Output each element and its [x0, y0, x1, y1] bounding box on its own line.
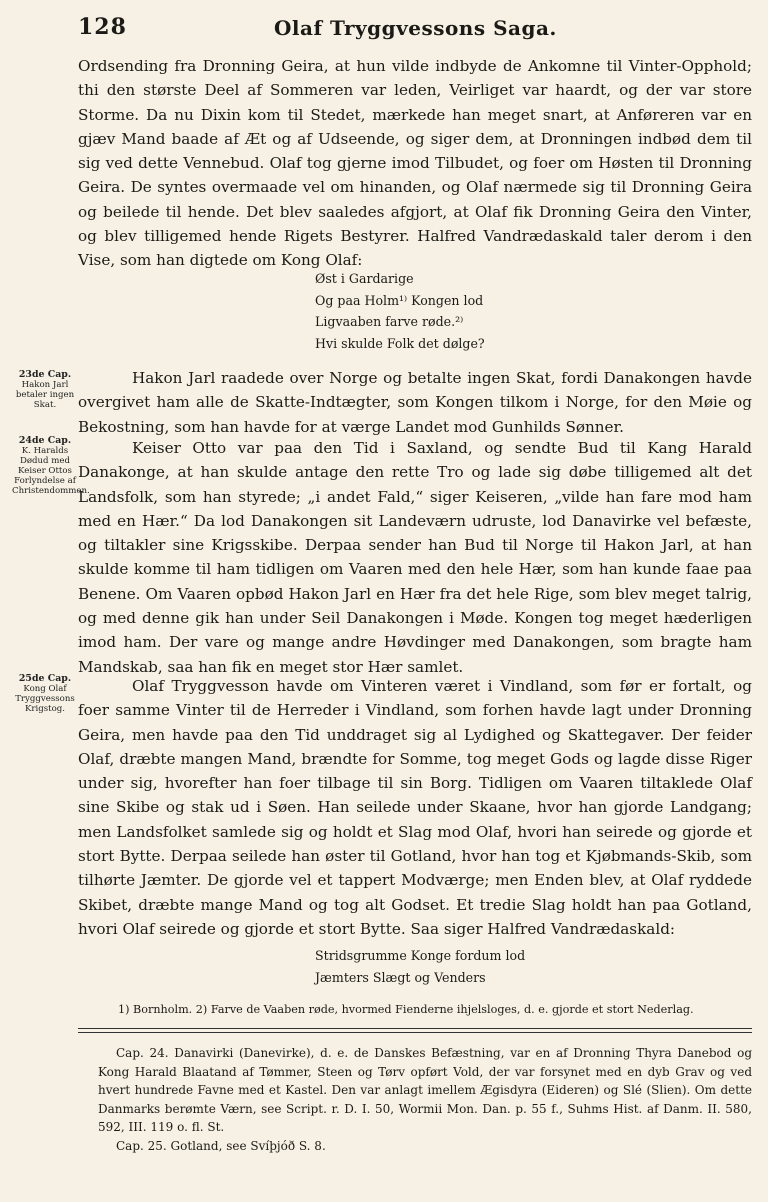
endnote-chapter-24: Cap. 24. Danavirki (Danevirke), d. e. de Danskes Befæstning, var en af Dronning Thyra Danebod og Kong Harald Blaatand af Tømmer, Steen og Tørv opført Vold, der var forsynet med en dyb Grav og ved hvert hundrede Favne med et Kastel. Den var anlagt imellem Ægisdyra (Eideren) og Slé (Slien). Om dette Danmarks berømte Værn, see Script. r. D. I. 50, Wormii Mon. Dan. p. 55 f., Suhms Hist. af Danm. II. 580, 592, III. 119 o. fl. St. [98, 1046, 752, 1134]
verse-1 [315, 268, 485, 354]
margin-note-chapter-25 [12, 674, 78, 714]
margin-note-heading: 23de Cap. [18, 369, 72, 380]
chapter-25-text: Olaf Tryggvesson havde om Vinteren været i Vindland, som før er fortalt, og foer samme Vinter til de Herreder i Vindland, som forhen havde lagt under Dronning Geira, men havde paa den Tid unddraget sig al Lydighed og Skattegaver. Der feider Olaf, dræbte mangen Mand, brændte for Somme, tog meget Gods og lagde disse Riger under sig, hvorefter han foer tilbage til sin Borg. Tidligen om Vaaren tiltaklede Olaf sine Skibe og stak ud i Søen. Han seilede under Skaane, hvor han gjorde Landgang; men Landsfolket samlede sig og holdt et Slag mod Olaf, hvori han seirede og gjorde et stort Bytte. Derpaa seilede han øster til Gotland, hvor han tog et Kjøbmands-Skib, som tilhørte Jæmter. De gjorde vel et tappert Modværge; men Enden blev, at Olaf ryddede Skibet, dræbte mange Mand og tog alt Godset. Et tredie Slag holdt han paa Gotland, hvori Olaf seirede og gjorde et stort Bytte. Saa siger Halfred Vandrædaskald: [78, 677, 752, 938]
verse-line: Jæmters Slægt og Venders [315, 969, 486, 985]
margin-note-summary: Kong Olaf Tryggvessons Krigstog. [15, 684, 75, 714]
running-title: Olaf Tryggvessons Saga. [274, 16, 557, 40]
margin-note-chapter-23 [12, 370, 78, 410]
divider-rule [78, 1028, 752, 1029]
margin-note-heading: 24de Cap. [18, 435, 72, 446]
divider-rule [78, 1032, 752, 1033]
verse-line: Øst i Gardarige [315, 271, 414, 286]
margin-note-chapter-24 [12, 435, 90, 496]
verse-line: Og paa Holm¹⁾ Kongen lod [315, 292, 484, 308]
page-header [78, 14, 750, 48]
chapter-24-text: Keiser Otto var paa den Tid i Saxland, og sendte Bud til Kang Harald Danakonge, at han skulde antage den rette Tro og lade sig døbe tilligemed alt det Landsfolk, som han styrede; „i andet Fald,“ siger Keiseren, „vilde han fare mod ham med en Hær.“ Da lod Danakongen sit Landeværn udruste, lod Danavirke vel befæste, og tiltakler sine Krigsskibe. Derpaa sender han Bud til Norge til Hakon Jarl, at han skulde komme til ham tidligen om Vaaren med den hele Hær, som han kunde faae paa Benene. Om Vaaren opbød Hakon Jarl en Hær fra det hele Rige, som blev meget talrig, og med denne gik han under Seil Danakongen i Møde. Kongen tog meget hæderligen imod ham. Der vare og mange andre Høvdinger med Danakongen, som bragte ham Mandskab, saa han fik en meget stor Hær samlet. [78, 439, 752, 676]
page-number: 128 [78, 14, 127, 40]
chapter-23-text: Hakon Jarl raadede over Norge og betalte ingen Skat, fordi Danakongen havde overgivet ham alle de Skatte-Indtægter, som Kongen tilkom i Norge, for den Møie og Bekostning, som han havde for at værge Landet mod Gunhilds Sønner. [78, 369, 752, 436]
margin-note-summary: K. Haralds Dødud med Keiser Ottos Forlyndelse af Christendommen. [12, 446, 90, 496]
verse-line: Ligvaaben farve røde.²⁾ [315, 314, 464, 329]
paragraph-1: Ordsending fra Dronning Geira, at hun vilde indbyde de Ankomne til Vinter-Opphold; thi den største Deel af Sommeren var leden, Veirliget var haardt, og der var store Storme. Da nu Dixin kom til Stedet, mærkede han meget snart, at Anføreren var en gjæv Mand baade af Æt og af Udseende, og siger dem, at Dronningen indbød dem til sig ved dette Vennebud. Olaf tog gjerne imod Tilbudet, og foer om Høsten til Dronning Geira. De syntes overmaade vel om hinanden, og Olaf nærmede sig til Dronning Geira og beilede til hende. Det blev saaledes afgjort, at Olaf fik Dronning Geira den Vinter, og blev tilligemed hende Rigets Bestyrer. Halfred Vandrædaskald taler derom i den Vise, som han digtede om Kong Olaf: [78, 57, 752, 270]
verse-line: Hvi skulde Folk det dølge? [315, 335, 485, 351]
endnote-chapter-25: Cap. 25. Gotland, see Svíþjóð S. 8. [116, 1138, 326, 1153]
footnotes: 1) Bornholm. 2) Farve de Vaaben røde, hvormed Fienderne ihjelsloges, d. e. gjorde et stort Nederlag. [118, 1003, 694, 1016]
endnotes [98, 1044, 752, 1155]
verse-line: Stridsgrumme Konge fordum lod [315, 948, 526, 963]
margin-note-heading: 25de Cap. [18, 673, 72, 684]
margin-note-summary: Hakon Jarl betaler ingen Skat. [15, 380, 75, 410]
verse-2 [315, 945, 525, 988]
